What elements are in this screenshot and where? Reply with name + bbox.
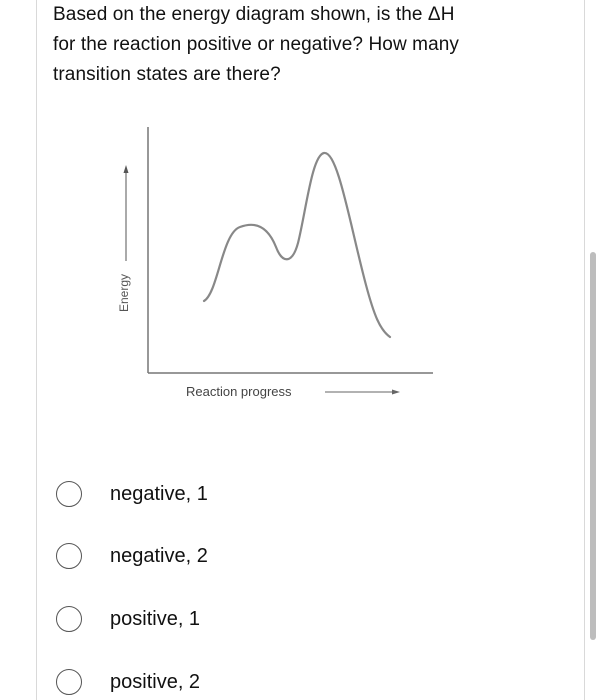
- radio-button[interactable]: [56, 606, 82, 632]
- option-positive-1[interactable]: [56, 602, 200, 636]
- option-label: negative, 2: [110, 544, 208, 567]
- left-border: [36, 0, 37, 700]
- option-label: positive, 1: [110, 607, 201, 630]
- option-positive-2[interactable]: [56, 665, 200, 699]
- question-line-3: transition states are there?: [53, 64, 281, 85]
- radio-button[interactable]: [56, 543, 82, 569]
- scrollbar-thumb[interactable]: [590, 252, 596, 640]
- y-axis-arrowhead: [124, 165, 129, 173]
- option-label: positive, 2: [110, 670, 201, 693]
- question-text: [53, 0, 523, 90]
- x-axis-arrowhead: [392, 390, 400, 395]
- radio-button[interactable]: [56, 669, 82, 695]
- energy-curve: [204, 153, 390, 337]
- question-line-1: Based on the energy diagram shown, is the ΔH: [53, 4, 455, 25]
- option-label: negative, 1: [110, 482, 208, 505]
- option-negative-2[interactable]: [56, 539, 208, 573]
- radio-button[interactable]: [56, 481, 82, 507]
- energy-diagram: [100, 115, 450, 415]
- question-line-2: for the reaction positive or negative? How many: [53, 34, 460, 55]
- y-axis-label: Energy: [117, 273, 131, 313]
- x-axis-label: Reaction progress: [186, 384, 292, 399]
- option-negative-1[interactable]: [56, 477, 208, 511]
- right-border: [584, 0, 585, 700]
